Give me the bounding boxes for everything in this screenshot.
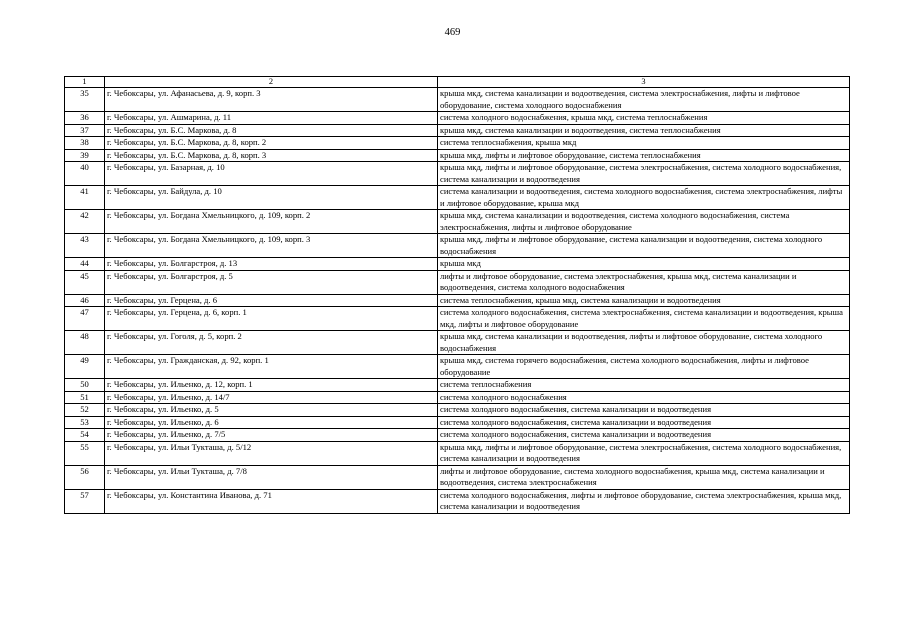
- row-number: 57: [65, 489, 105, 513]
- row-works: система холодного водоснабжения, система канализации и водоотведения: [438, 404, 850, 417]
- row-works: крыша мкд, лифты и лифтовое оборудование, система теплоснабжения: [438, 149, 850, 162]
- table-row: [65, 124, 850, 137]
- row-address: г. Чебоксары, ул. Базарная, д. 10: [105, 162, 438, 186]
- table-row: [65, 489, 850, 513]
- header-cell-number: 1: [65, 77, 105, 88]
- row-address: г. Чебоксары, ул. Герцена, д. 6: [105, 294, 438, 307]
- row-address: г. Чебоксары, ул. Богдана Хмельницкого, д. 109, корп. 2: [105, 210, 438, 234]
- row-address: г. Чебоксары, ул. Ильи Тукташа, д. 5/12: [105, 441, 438, 465]
- row-works: система холодного водоснабжения, лифты и лифтовое оборудование, система электроснабжения, крыша мкд, система канализации и водоотведения: [438, 489, 850, 513]
- row-works: крыша мкд, лифты и лифтовое оборудование, система электроснабжения, система холодного водоснабжения, система канализации и водоотведения: [438, 441, 850, 465]
- table-row: [65, 465, 850, 489]
- row-number: 54: [65, 429, 105, 442]
- row-number: 47: [65, 307, 105, 331]
- row-address: г. Чебоксары, ул. Болгарстроя, д. 5: [105, 270, 438, 294]
- table-row: [65, 429, 850, 442]
- row-number: 50: [65, 379, 105, 392]
- row-number: 53: [65, 416, 105, 429]
- row-address: г. Чебоксары, ул. Гоголя, д. 5, корп. 2: [105, 331, 438, 355]
- row-number: 35: [65, 88, 105, 112]
- table-row: [65, 355, 850, 379]
- row-works: крыша мкд, система канализации и водоотведения, система холодного водоснабжения, система электроснабжения, лифты и лифтовое оборудование: [438, 210, 850, 234]
- table-row: [65, 404, 850, 417]
- row-address: г. Чебоксары, ул. Байдула, д. 10: [105, 186, 438, 210]
- table-row: [65, 270, 850, 294]
- works-table: [64, 76, 850, 514]
- table-row: [65, 391, 850, 404]
- row-works: лифты и лифтовое оборудование, система электроснабжения, крыша мкд, система канализации и водоотведения, система холодного водоснабжения: [438, 270, 850, 294]
- row-number: 37: [65, 124, 105, 137]
- table-row: [65, 186, 850, 210]
- row-number: 43: [65, 234, 105, 258]
- row-address: г. Чебоксары, ул. Ильенко, д. 5: [105, 404, 438, 417]
- row-address: г. Чебоксары, ул. Богдана Хмельницкого, д. 109, корп. 3: [105, 234, 438, 258]
- row-address: г. Чебоксары, ул. Болгарстроя, д. 13: [105, 258, 438, 271]
- row-works: система холодного водоснабжения, система канализации и водоотведения: [438, 429, 850, 442]
- table-row: [65, 307, 850, 331]
- row-works: крыша мкд, система канализации и водоотведения, система электроснабжения, лифты и лифтовое оборудование, система холодного водоснабжения: [438, 88, 850, 112]
- row-number: 38: [65, 137, 105, 150]
- row-address: г. Чебоксары, ул. Б.С. Маркова, д. 8, корп. 3: [105, 149, 438, 162]
- row-works: система холодного водоснабжения, крыша мкд, система теплоснабжения: [438, 112, 850, 125]
- page-number: 469: [444, 27, 461, 38]
- row-address: г. Чебоксары, ул. Ильенко, д. 6: [105, 416, 438, 429]
- row-address: г. Чебоксары, ул. Б.С. Маркова, д. 8: [105, 124, 438, 137]
- header-cell-works: 3: [438, 77, 850, 88]
- row-works: система холодного водоснабжения: [438, 391, 850, 404]
- table-row: [65, 88, 850, 112]
- row-number: 44: [65, 258, 105, 271]
- table-row: [65, 112, 850, 125]
- row-address: г. Чебоксары, ул. Б.С. Маркова, д. 8, корп. 2: [105, 137, 438, 150]
- table-row: [65, 137, 850, 150]
- table-row: [65, 210, 850, 234]
- table-row: [65, 379, 850, 392]
- row-address: г. Чебоксары, ул. Ильенко, д. 12, корп. 1: [105, 379, 438, 392]
- row-works: крыша мкд, система канализации и водоотведения, лифты и лифтовое оборудование, система холодного водоснабжения: [438, 331, 850, 355]
- row-works: крыша мкд, система горячего водоснабжения, система холодного водоснабжения, лифты и лифтовое оборудование: [438, 355, 850, 379]
- row-address: г. Чебоксары, ул. Ильенко, д. 7/5: [105, 429, 438, 442]
- row-works: система канализации и водоотведения, система холодного водоснабжения, система электроснабжения, лифты и лифтовое оборудование, крыша мкд: [438, 186, 850, 210]
- row-address: г. Чебоксары, ул. Герцена, д. 6, корп. 1: [105, 307, 438, 331]
- row-number: 39: [65, 149, 105, 162]
- row-works: система теплоснабжения: [438, 379, 850, 392]
- row-address: г. Чебоксары, ул. Ильи Тукташа, д. 7/8: [105, 465, 438, 489]
- row-number: 45: [65, 270, 105, 294]
- row-address: г. Чебоксары, ул. Константина Иванова, д. 71: [105, 489, 438, 513]
- row-number: 51: [65, 391, 105, 404]
- row-number: 41: [65, 186, 105, 210]
- table-body: [65, 77, 850, 514]
- row-works: крыша мкд, лифты и лифтовое оборудование, система электроснабжения, система холодного водоснабжения, система канализации и водоотведения: [438, 162, 850, 186]
- row-number: 55: [65, 441, 105, 465]
- table-row: [65, 258, 850, 271]
- table-header-row: [65, 77, 850, 88]
- row-address: г. Чебоксары, ул. Гражданская, д. 92, корп. 1: [105, 355, 438, 379]
- row-works: система теплоснабжения, крыша мкд, система канализации и водоотведения: [438, 294, 850, 307]
- row-number: 40: [65, 162, 105, 186]
- table-row: [65, 162, 850, 186]
- row-number: 46: [65, 294, 105, 307]
- row-address: г. Чебоксары, ул. Ашмарина, д. 11: [105, 112, 438, 125]
- header-cell-address: 2: [105, 77, 438, 88]
- row-number: 56: [65, 465, 105, 489]
- row-works: крыша мкд, система канализации и водоотведения, система теплоснабжения: [438, 124, 850, 137]
- row-number: 52: [65, 404, 105, 417]
- row-works: крыша мкд: [438, 258, 850, 271]
- row-number: 49: [65, 355, 105, 379]
- row-works: система холодного водоснабжения, система электроснабжения, система канализации и водоотведения, крыша мкд, лифты и лифтовое оборудование: [438, 307, 850, 331]
- row-address: г. Чебоксары, ул. Ильенко, д. 14/7: [105, 391, 438, 404]
- table-row: [65, 234, 850, 258]
- row-number: 36: [65, 112, 105, 125]
- table-row: [65, 331, 850, 355]
- table-row: [65, 294, 850, 307]
- row-number: 42: [65, 210, 105, 234]
- row-address: г. Чебоксары, ул. Афанасьева, д. 9, корп. 3: [105, 88, 438, 112]
- row-works: крыша мкд, лифты и лифтовое оборудование, система канализации и водоотведения, система холодного водоснабжения: [438, 234, 850, 258]
- row-works: система теплоснабжения, крыша мкд: [438, 137, 850, 150]
- table-row: [65, 441, 850, 465]
- row-number: 48: [65, 331, 105, 355]
- table-row: [65, 416, 850, 429]
- table-row: [65, 149, 850, 162]
- row-works: лифты и лифтовое оборудование, система холодного водоснабжения, крыша мкд, система канализации и водоотведения, система электроснабжения: [438, 465, 850, 489]
- row-works: система холодного водоснабжения, система канализации и водоотведения: [438, 416, 850, 429]
